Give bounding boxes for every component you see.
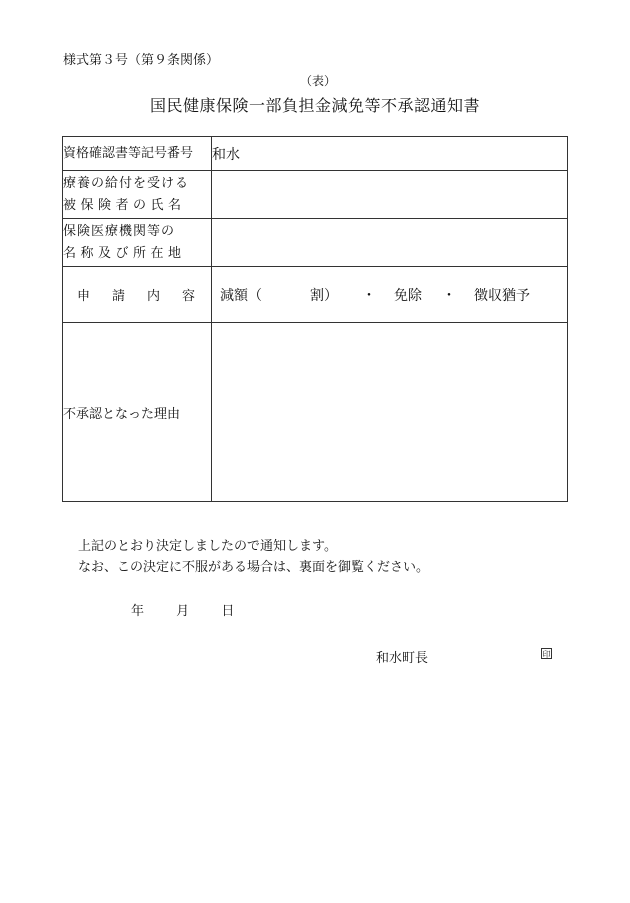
request-row <box>63 267 568 323</box>
institution-value <box>212 219 568 267</box>
exemption-option: 免除 <box>394 287 422 304</box>
request-label-char: 内 <box>146 289 160 304</box>
request-label-char: 申 <box>77 289 91 304</box>
institution-label-line1: 保険医療機関等の <box>63 223 176 239</box>
cert-number-label: 資格確認書等記号番号 <box>63 137 212 171</box>
insured-name-row <box>63 171 568 219</box>
reason-value <box>212 323 568 502</box>
cert-number-value: 和水 <box>212 137 568 171</box>
date-month: 月 <box>176 604 190 619</box>
option-separator: ・ <box>442 287 456 304</box>
request-label <box>63 267 212 323</box>
institution-label <box>63 219 212 267</box>
request-label-char: 請 <box>111 289 125 304</box>
date-line <box>131 600 234 619</box>
reason-label: 不承認となった理由 <box>63 323 212 502</box>
reduction-suffix: 割） <box>310 287 338 304</box>
request-label-char: 容 <box>181 289 195 304</box>
form-number: 様式第３号（第９条関係） <box>63 53 220 68</box>
seal-icon: 印 <box>542 650 551 659</box>
insured-name-label <box>63 171 212 219</box>
institution-label-line2: 名称及び所在地 <box>63 245 186 261</box>
request-options <box>212 267 568 323</box>
deferral-option: 徴収猶予 <box>474 287 530 304</box>
cert-number-row <box>63 137 568 171</box>
front-side-label: （表） <box>300 74 337 88</box>
insured-name-label-line2: 被保険者の氏名 <box>63 197 186 213</box>
mayor-signature: 和水町長 <box>376 651 429 666</box>
notice-line-1: 上記のとおり決定しましたので通知します。 <box>78 539 337 554</box>
reduction-prefix: 減額（ <box>220 287 262 304</box>
notice-form-table <box>62 136 568 502</box>
notice-line-2: なお、この決定に不服がある場合は、裏面を御覧ください。 <box>78 560 430 575</box>
insured-name-value <box>212 171 568 219</box>
reason-row <box>63 323 568 502</box>
date-year: 年 <box>131 604 145 619</box>
date-day: 日 <box>221 604 235 619</box>
document-title: 国民健康保険一部負担金減免等不承認通知書 <box>149 96 480 115</box>
insured-name-label-line1: 療養の給付を受ける <box>63 175 190 191</box>
option-separator: ・ <box>362 287 376 304</box>
institution-row <box>63 219 568 267</box>
